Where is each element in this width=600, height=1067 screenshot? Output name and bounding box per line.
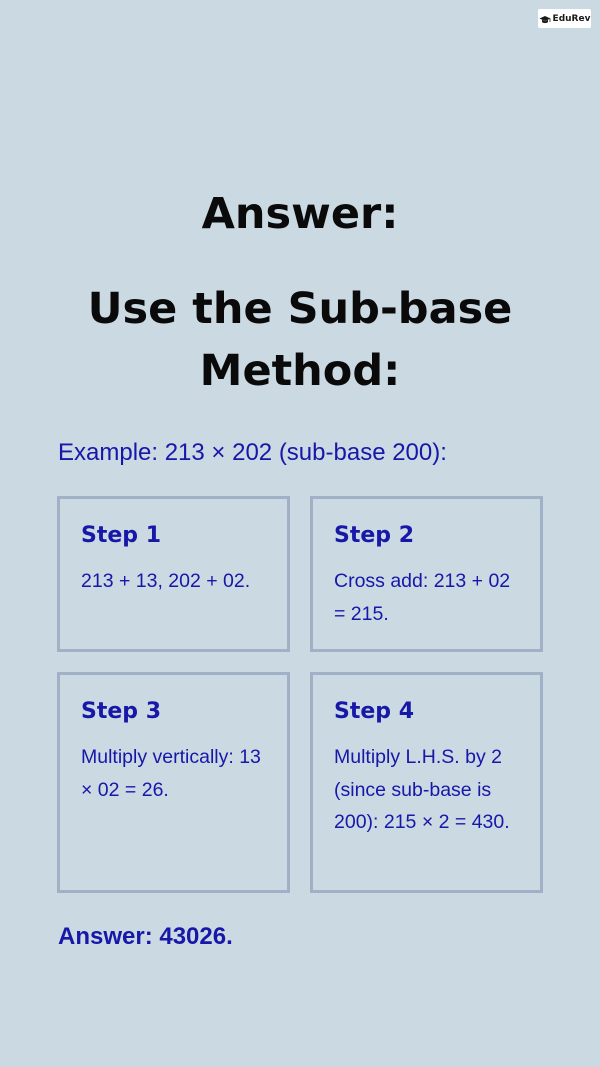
method-heading-line-2: Method: [199, 346, 401, 396]
step-card-4 [310, 672, 543, 893]
example-text: Example: 213 × 202 (sub-base 200): [58, 439, 447, 466]
step-body: Multiply vertically: 13 × 02 = 26. [81, 746, 261, 801]
method-heading-line-1: Use the Sub-base [87, 284, 513, 334]
step-card-3 [57, 672, 290, 893]
step-title: Step 1 [81, 523, 161, 548]
answer-heading: Answer: [201, 189, 399, 239]
step-title: Step 2 [334, 523, 414, 548]
step-title: Step 4 [334, 699, 414, 724]
step-card-2 [310, 496, 543, 652]
brand-logo [538, 9, 591, 28]
step-title: Step 3 [81, 699, 161, 724]
step-body: Cross add: 213 + 02 = 215. [334, 570, 511, 625]
method-heading [0, 278, 600, 402]
step-card-1 [57, 496, 290, 652]
final-answer: Answer: 43026. [58, 923, 233, 950]
graduation-cap-icon [539, 13, 551, 25]
step-body: 213 + 13, 202 + 02. [81, 570, 251, 592]
step-body: Multiply L.H.S. by 2 (since sub-base is 200): 215 × 2 = 430. [334, 746, 510, 833]
brand-name: EduRev [552, 13, 591, 24]
